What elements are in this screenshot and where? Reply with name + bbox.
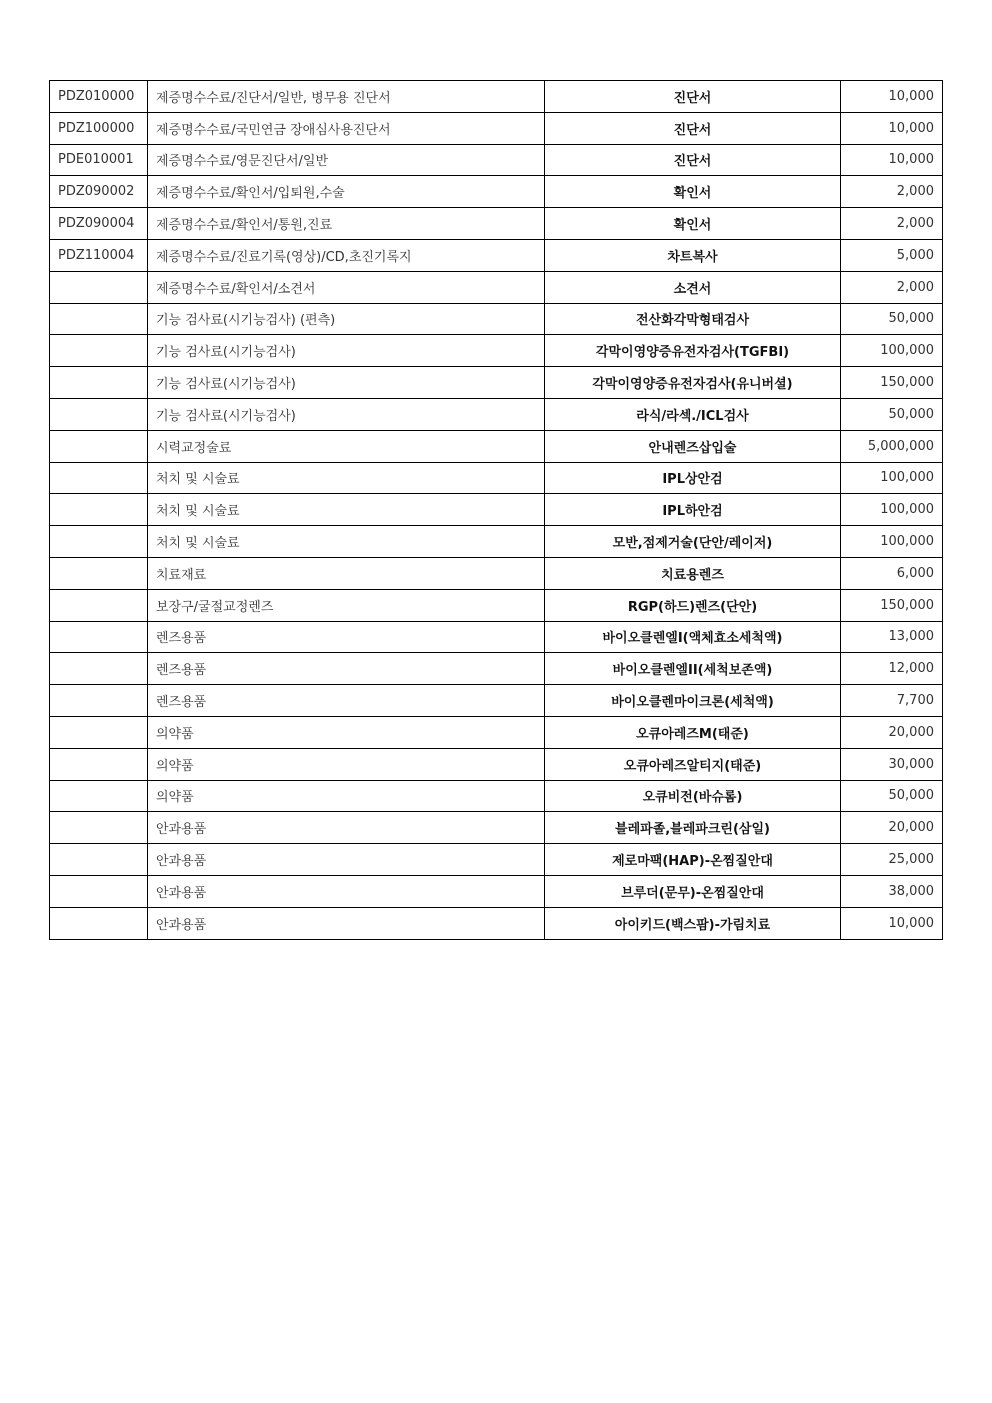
fee-price-cell: 100,000 — [841, 462, 943, 494]
fee-price-cell: 20,000 — [841, 812, 943, 844]
fee-price-cell: 2,000 — [841, 208, 943, 240]
fee-item-cell: 소견서 — [545, 271, 841, 303]
fee-category-cell: 보장구/굴절교정렌즈 — [148, 589, 545, 621]
fee-code-cell: PDZ100000 — [50, 112, 148, 144]
fee-code-cell: PDZ090004 — [50, 208, 148, 240]
fee-code-cell: PDZ090002 — [50, 176, 148, 208]
fee-code-cell — [50, 526, 148, 558]
table-row — [50, 685, 943, 717]
fee-price-cell: 10,000 — [841, 907, 943, 939]
fee-item-cell: 오큐아레즈M(태준) — [545, 716, 841, 748]
fee-item-cell: IPL하안검 — [545, 494, 841, 526]
fee-item-cell: 블레파졸,블레파크린(삼일) — [545, 812, 841, 844]
fee-table-body — [50, 81, 943, 940]
fee-category-cell: 안과용품 — [148, 907, 545, 939]
fee-category-cell: 의약품 — [148, 748, 545, 780]
fee-item-cell: 아이키드(백스팜)-가림치료 — [545, 907, 841, 939]
fee-price-cell: 100,000 — [841, 526, 943, 558]
table-row — [50, 271, 943, 303]
fee-category-cell: 기능 검사료(시기능검사) — [148, 398, 545, 430]
fee-item-cell: IPL상안검 — [545, 462, 841, 494]
fee-code-cell — [50, 494, 148, 526]
fee-code-cell: PDZ010000 — [50, 81, 148, 113]
fee-code-cell — [50, 844, 148, 876]
fee-code-cell — [50, 812, 148, 844]
table-row — [50, 844, 943, 876]
fee-category-cell: 기능 검사료(시기능검사) — [148, 367, 545, 399]
fee-code-cell: PDE010001 — [50, 144, 148, 176]
table-row — [50, 112, 943, 144]
table-row — [50, 430, 943, 462]
fee-code-cell — [50, 589, 148, 621]
fee-category-cell: 제증명수수료/영문진단서/일반 — [148, 144, 545, 176]
fee-code-cell — [50, 398, 148, 430]
table-row — [50, 875, 943, 907]
fee-price-cell: 6,000 — [841, 557, 943, 589]
table-row — [50, 176, 943, 208]
table-row — [50, 526, 943, 558]
fee-item-cell: 바이오클렌엘I(액체효소세척액) — [545, 621, 841, 653]
fee-category-cell: 렌즈용품 — [148, 621, 545, 653]
fee-code-cell — [50, 907, 148, 939]
fee-price-cell: 150,000 — [841, 367, 943, 399]
fee-code-cell — [50, 685, 148, 717]
fee-code-cell — [50, 271, 148, 303]
fee-price-cell: 100,000 — [841, 494, 943, 526]
fee-code-cell — [50, 430, 148, 462]
fee-code-cell — [50, 557, 148, 589]
fee-item-cell: 바이오클렌엘II(세척보존액) — [545, 653, 841, 685]
fee-code-cell — [50, 780, 148, 812]
fee-price-cell: 5,000,000 — [841, 430, 943, 462]
fee-category-cell: 처치 및 시술료 — [148, 462, 545, 494]
fee-code-cell — [50, 335, 148, 367]
table-row — [50, 367, 943, 399]
fee-category-cell: 렌즈용품 — [148, 685, 545, 717]
fee-item-cell: 라식/라섹./ICL검사 — [545, 398, 841, 430]
fee-price-cell: 50,000 — [841, 780, 943, 812]
fee-price-cell: 2,000 — [841, 176, 943, 208]
table-row — [50, 144, 943, 176]
table-row — [50, 208, 943, 240]
fee-code-cell — [50, 748, 148, 780]
table-row — [50, 589, 943, 621]
fee-item-cell: 오큐아레즈알티지(태준) — [545, 748, 841, 780]
fee-category-cell: 제증명수수료/진료기록(영상)/CD,초진기록지 — [148, 239, 545, 271]
fee-item-cell: RGP(하드)렌즈(단안) — [545, 589, 841, 621]
fee-price-cell: 12,000 — [841, 653, 943, 685]
fee-item-cell: 모반,점제거술(단안/레이저) — [545, 526, 841, 558]
fee-item-cell: 차트복사 — [545, 239, 841, 271]
fee-category-cell: 렌즈용품 — [148, 653, 545, 685]
table-row — [50, 557, 943, 589]
fee-item-cell: 제로마팩(HAP)-온찜질안대 — [545, 844, 841, 876]
fee-price-cell: 10,000 — [841, 81, 943, 113]
table-row — [50, 812, 943, 844]
table-row — [50, 907, 943, 939]
fee-price-cell: 10,000 — [841, 144, 943, 176]
fee-price-cell: 50,000 — [841, 303, 943, 335]
fee-item-cell: 각막이영양증유전자검사(TGFBI) — [545, 335, 841, 367]
fee-item-cell: 진단서 — [545, 144, 841, 176]
table-row — [50, 494, 943, 526]
table-row — [50, 81, 943, 113]
fee-category-cell: 치료재료 — [148, 557, 545, 589]
fee-category-cell: 기능 검사료(시기능검사) (편측) — [148, 303, 545, 335]
fee-item-cell: 확인서 — [545, 176, 841, 208]
fee-code-cell — [50, 716, 148, 748]
fee-item-cell: 안내렌즈삽입술 — [545, 430, 841, 462]
fee-category-cell: 의약품 — [148, 716, 545, 748]
table-row — [50, 303, 943, 335]
fee-category-cell: 처치 및 시술료 — [148, 526, 545, 558]
fee-code-cell — [50, 875, 148, 907]
fee-category-cell: 제증명수수료/확인서/입퇴원,수술 — [148, 176, 545, 208]
fee-price-cell: 20,000 — [841, 716, 943, 748]
table-row — [50, 716, 943, 748]
fee-price-cell: 10,000 — [841, 112, 943, 144]
fee-price-cell: 50,000 — [841, 398, 943, 430]
fee-item-cell: 오큐비전(바슈롬) — [545, 780, 841, 812]
fee-price-cell: 100,000 — [841, 335, 943, 367]
fee-price-cell: 2,000 — [841, 271, 943, 303]
table-row — [50, 780, 943, 812]
fee-category-cell: 제증명수수료/국민연금 장애심사용진단서 — [148, 112, 545, 144]
fee-price-cell: 7,700 — [841, 685, 943, 717]
fee-price-cell: 150,000 — [841, 589, 943, 621]
fee-item-cell: 각막이영양증유전자검사(유니버셜) — [545, 367, 841, 399]
fee-price-cell: 5,000 — [841, 239, 943, 271]
table-row — [50, 621, 943, 653]
fee-item-cell: 치료용렌즈 — [545, 557, 841, 589]
fee-item-cell: 진단서 — [545, 81, 841, 113]
fee-category-cell: 처치 및 시술료 — [148, 494, 545, 526]
fee-item-cell: 전산화각막형태검사 — [545, 303, 841, 335]
fee-code-cell — [50, 621, 148, 653]
table-row — [50, 462, 943, 494]
table-row — [50, 653, 943, 685]
fee-category-cell: 시력교정술료 — [148, 430, 545, 462]
fee-code-cell — [50, 367, 148, 399]
fee-code-cell: PDZ110004 — [50, 239, 148, 271]
fee-code-cell — [50, 462, 148, 494]
fee-category-cell: 의약품 — [148, 780, 545, 812]
fee-code-cell — [50, 303, 148, 335]
fee-item-cell: 브루더(문무)-온찜질안대 — [545, 875, 841, 907]
fee-sheet — [49, 80, 942, 940]
fee-code-cell — [50, 653, 148, 685]
fee-table — [49, 80, 943, 940]
fee-item-cell: 바이오클렌마이크론(세척액) — [545, 685, 841, 717]
table-row — [50, 239, 943, 271]
fee-price-cell: 25,000 — [841, 844, 943, 876]
fee-item-cell: 진단서 — [545, 112, 841, 144]
fee-item-cell: 확인서 — [545, 208, 841, 240]
fee-category-cell: 기능 검사료(시기능검사) — [148, 335, 545, 367]
table-row — [50, 335, 943, 367]
fee-price-cell: 13,000 — [841, 621, 943, 653]
fee-category-cell: 제증명수수료/확인서/소견서 — [148, 271, 545, 303]
fee-category-cell: 안과용품 — [148, 844, 545, 876]
fee-category-cell: 안과용품 — [148, 812, 545, 844]
fee-price-cell: 30,000 — [841, 748, 943, 780]
fee-category-cell: 안과용품 — [148, 875, 545, 907]
fee-category-cell: 제증명수수료/확인서/통원,진료 — [148, 208, 545, 240]
table-row — [50, 398, 943, 430]
table-row — [50, 748, 943, 780]
fee-category-cell: 제증명수수료/진단서/일반, 병무용 진단서 — [148, 81, 545, 113]
fee-price-cell: 38,000 — [841, 875, 943, 907]
